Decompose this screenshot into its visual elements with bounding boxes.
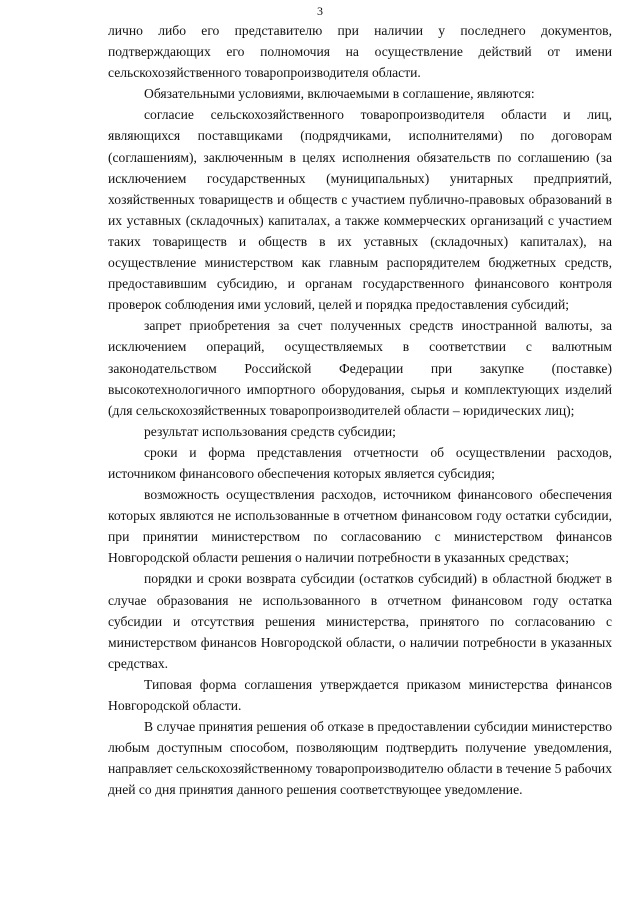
paragraph-7: возможность осуществления расходов, источником финансового обеспечения которых являются не использованные в отчетном финансовом году остатки субсидии, при принятии министерством по согласованию с министерством финансов Новгородской области решения о наличии потребности в указанных средствах; bbox=[108, 487, 612, 566]
paragraph-8: порядки и сроки возврата субсидии (остатков субсидий) в областной бюджет в случае образования не использованного в отчетном финансовом году остатка субсидии и отсутствия решения министерства, принятого по согласованию с министерством финансов Новгородской области, о наличии потребности в указанных средствах. bbox=[108, 571, 612, 671]
paragraph-3: согласие сельскохозяйственного товаропроизводителя области и лиц, являющихся поставщиками (подрядчиками, исполнителями) по договорам (соглашениям), заключенным в целях исполнения обязательств по соглашению (за исключением государственных (муниципальных) унитарных предприятий, хозяйственных товариществ и обществ с участием публично-правовых образований в их уставных (складочных) капиталах, а также коммерческих организаций с участием таких товариществ и обществ в их уставных (складочных) капиталах), на осуществление министерством как главным распорядителем бюджетных средств, предоставившим субсидию, и органам государственного финансового контроля проверок соблюдения ими условий, целей и порядка предоставления субсидий; bbox=[108, 107, 612, 313]
page-number: 3 bbox=[317, 4, 323, 18]
paragraph-5: результат использования средств субсидии; bbox=[144, 423, 396, 439]
paragraph-1: лично либо его представителю при наличии у последнего документов, подтверждающих его полномочия на осуществление действий от имени сельскохозяйственного товаропроизводителя области. bbox=[108, 23, 612, 81]
paragraph-4: запрет приобретения за счет полученных средств иностранной валюты, за исключением операций, осуществляемых в соответствии с валютным законодательством Российской Федерации при закупке (поставке) высокотехнологичного импортного оборудования, сырья и комплектующих изделий (для сельскохозяйственных товаропроизводителей области – юридических лиц); bbox=[108, 318, 612, 418]
paragraph-6: сроки и форма представления отчетности об осуществлении расходов, источником финансового обеспечения которых является субсидия; bbox=[108, 444, 612, 481]
paragraph-2: Обязательными условиями, включаемыми в соглашение, являются: bbox=[144, 86, 535, 102]
paragraph-9: Типовая форма соглашения утверждается приказом министерства финансов Новгородской области. bbox=[108, 676, 612, 713]
body-text bbox=[108, 20, 612, 800]
paragraph-10: В случае принятия решения об отказе в предоставлении субсидии министерство любым доступным способом, позволяющим подтвердить получение уведомления, направляет сельскохозяйственному товаропроизводителю области в течение 5 рабочих дней со дня принятия данного решения соответствующее уведомление. bbox=[108, 719, 612, 798]
